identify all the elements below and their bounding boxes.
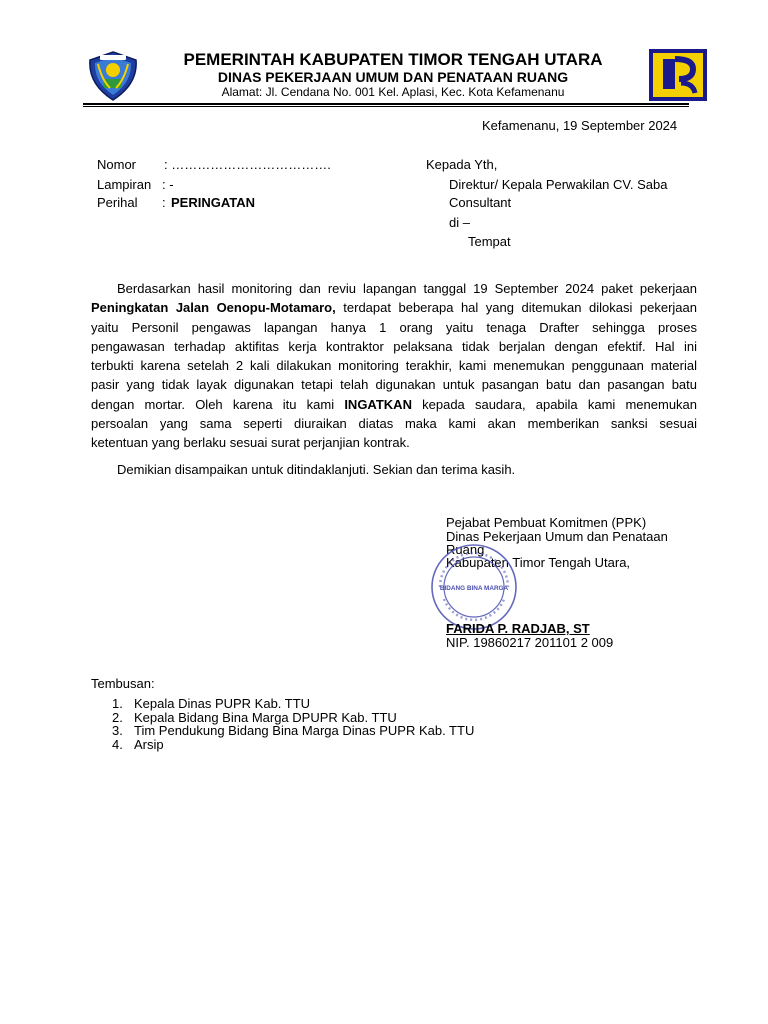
list-item (112, 738, 474, 752)
list-item (112, 711, 474, 725)
body-text: kepada saudara, apabila kami menemukan (411, 396, 698, 412)
tembusan-list (112, 697, 474, 751)
list-text: Kepala Bidang Bina Marga DPUPR Kab. TTU (134, 709, 397, 725)
body-line (91, 395, 697, 414)
body-text: pengawasan terhadap aktifitas kerja kontraktor pelaksana tidak berjalan dengan efektif. Hal ini (91, 338, 697, 354)
body-text: Berdasarkan hasil monitoring dan reviu lapangan tanggal 19 September 2024 paket pekerjaan (117, 281, 697, 296)
list-number: 2. (112, 709, 123, 725)
list-number: 1. (112, 696, 123, 711)
list-text: Kepala Dinas PUPR Kab. TTU (134, 696, 311, 711)
body-line (91, 433, 697, 452)
body-line (91, 375, 697, 394)
body-text: terbukti karena setelah 2 kali dilakukan monitoring terakhir, kami menemukan penggunaan material (91, 358, 697, 374)
letterhead-department: DINAS PEKERJAAN UMUM DAN PENATAAN RUANG (217, 69, 569, 85)
official-stamp-icon (430, 543, 518, 631)
list-text: Tim Pendukung Bidang Bina Marga Dinas PUPR Kab. TTU (134, 723, 475, 738)
signatory-name: FARIDA P. RADJAB, ST (446, 621, 590, 636)
stamp-text: BIDANG BINA MARGA (439, 585, 509, 592)
signatory-nip: NIP. 19860217 201101 2 009 (446, 635, 614, 650)
tembusan-label: Tembusan: (91, 676, 155, 691)
recipient-line-4: Tempat (468, 234, 511, 249)
body-line (91, 337, 697, 356)
list-item (112, 697, 474, 711)
project-name: Peningkatan Jalan Oenopu-Motamaro, (91, 300, 336, 316)
body-line (91, 298, 697, 317)
list-text: Arsip (134, 736, 164, 752)
perihal-label: Perihal (97, 195, 138, 210)
body-line (91, 318, 697, 337)
body-text: yaitu Personil pengawas lapangan hanya 1 orang yaitu tenaga Drafter sehingga proses (91, 319, 697, 335)
letterhead-address: Alamat: Jl. Cendana No. 001 Kel. Aplasi, Kec. Kota Kefamenanu (221, 85, 565, 99)
list-item (112, 724, 474, 738)
list-number: 4. (112, 736, 123, 752)
lampiran-label: Lampiran (97, 177, 152, 192)
recipient-line-2: Consultant (449, 195, 512, 210)
body-text: dengan mortar. Oleh karena itu kami (91, 396, 345, 412)
recipient-line-1: Direktur/ Kepala Perwakilan CV. Saba (449, 177, 668, 192)
letterhead-title: PEMERINTAH KABUPATEN TIMOR TENGAH UTARA (183, 50, 603, 69)
body-paragraph (91, 279, 697, 453)
body-line (91, 414, 697, 433)
body-text: terdapat beberapa hal yang ditemukan dilokasi pekerjaan (335, 300, 697, 316)
warning-keyword: INGATKAN (344, 396, 412, 412)
nomor-value: : ………………………………. (164, 157, 331, 172)
regency-emblem-icon (86, 50, 140, 102)
nomor-label: Nomor (97, 157, 137, 172)
perihal-colon: : (162, 195, 166, 210)
signatory-dept-line-1: Dinas Pekerjaan Umum dan Penataan (446, 529, 668, 544)
body-line (91, 279, 697, 298)
body-text: persoalan yang sama seperti diuraikan diatas maka kami akan memberikan sanksi sesuai (91, 416, 697, 432)
pu-ministry-logo-icon (649, 49, 707, 101)
letterhead-divider-thin (83, 106, 689, 107)
body-text: pasir yang tidak layak digunakan tetapi telah digunakan untuk pasangan batu dan pasangan batu (91, 377, 697, 393)
recipient-greeting: Kepada Yth, (426, 157, 498, 172)
list-number: 3. (112, 723, 123, 738)
letterhead-divider-thick (83, 103, 689, 105)
signatory-dept-line-2: Ruang (446, 542, 485, 557)
lampiran-value: : - (162, 177, 174, 192)
body-line (91, 356, 697, 375)
place-date: Kefamenanu, 19 September 2024 (482, 118, 678, 133)
body-text: ketentuan yang berlaku sesuai surat perjanjian kontrak. (91, 435, 410, 451)
recipient-line-3: di – (449, 215, 470, 230)
closing-sentence: Demikian disampaikan untuk ditindaklanjuti. Sekian dan terima kasih. (117, 462, 516, 477)
perihal-value: PERINGATAN (171, 195, 256, 210)
signatory-role: Pejabat Pembuat Komitmen (PPK) (446, 515, 647, 530)
signatory-region: Kabupaten Timor Tengah Utara, (446, 555, 631, 570)
